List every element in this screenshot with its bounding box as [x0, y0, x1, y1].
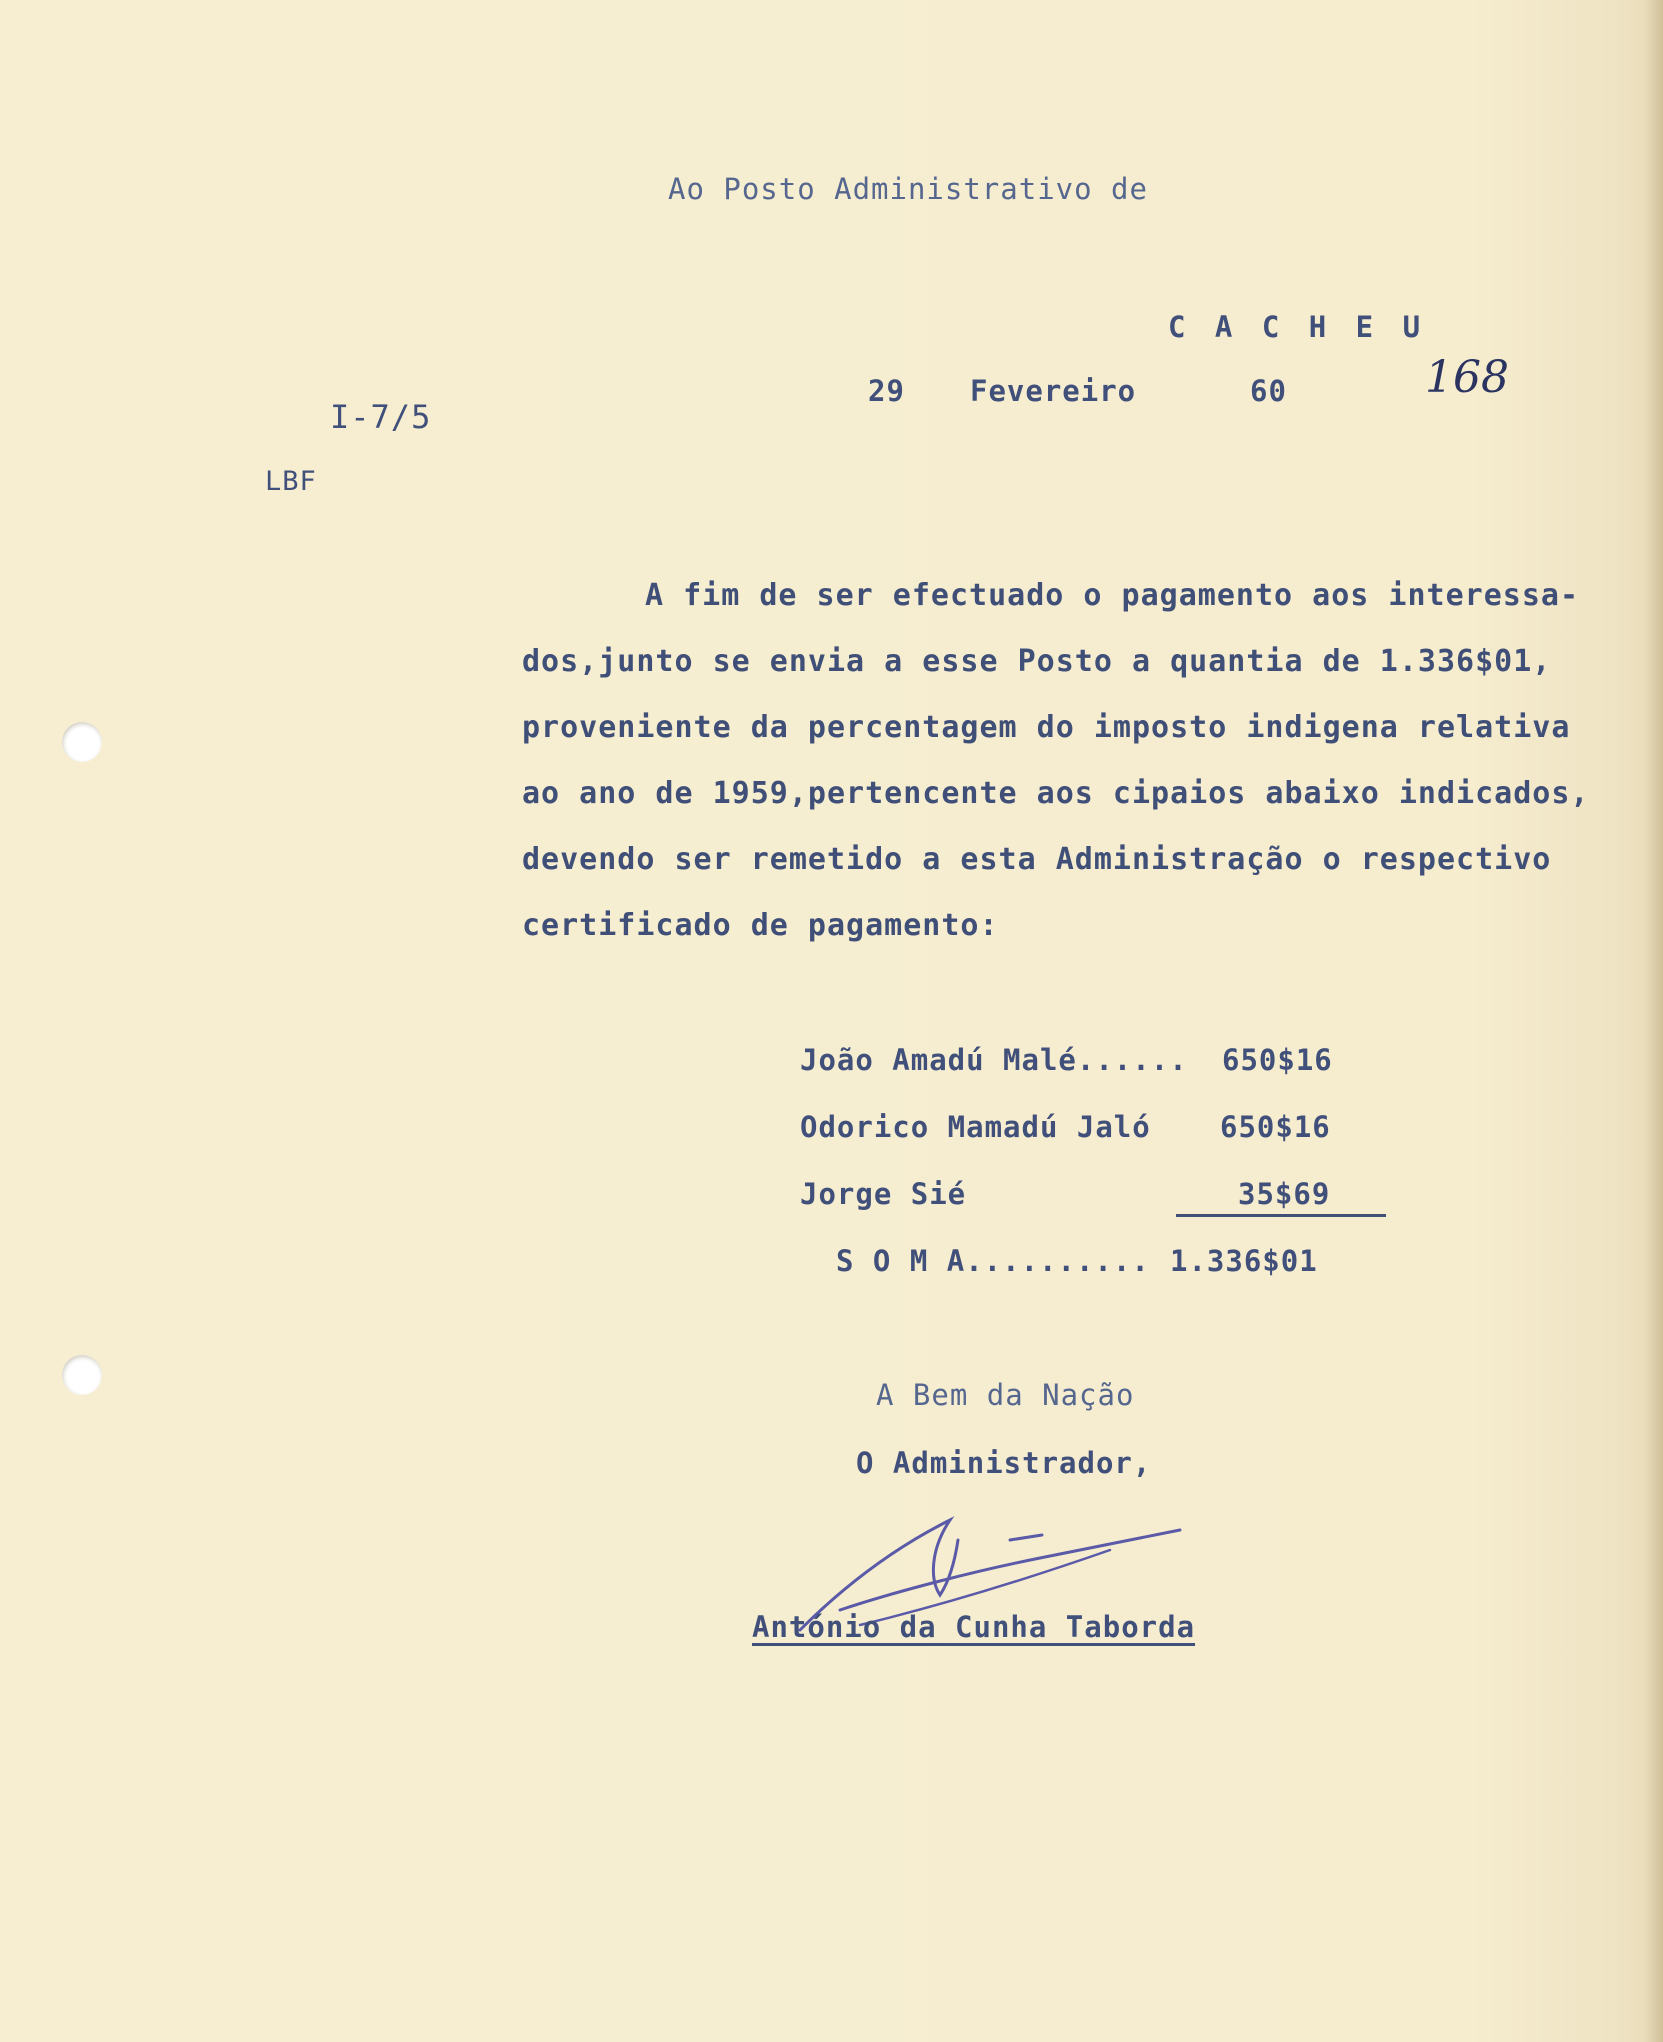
place-name: C A C H E U: [1168, 310, 1427, 344]
total-amount: 1.336$01: [1170, 1244, 1318, 1278]
date-year: 60: [1250, 374, 1287, 408]
body-line: A fim de ser efectuado o pagamento aos interessa-: [645, 578, 1580, 613]
handwritten-number: 168: [1425, 352, 1509, 403]
initials: LBF: [265, 466, 317, 497]
signatory-name: António da Cunha Taborda: [752, 1610, 1196, 1644]
reference-code: I-7/5: [330, 398, 432, 436]
body-line: certificado de pagamento:: [522, 908, 999, 943]
payee-amount: 35$69: [1238, 1177, 1331, 1211]
paper-edge: [1645, 0, 1663, 2042]
body-line: ao ano de 1959,pertencente aos cipaios abaixo indicados,: [522, 776, 1590, 811]
payee-amount: 650$16: [1222, 1043, 1333, 1077]
payee-name: Jorge Sié: [800, 1177, 967, 1211]
payee-amount: 650$16: [1220, 1110, 1331, 1144]
body-line: dos,junto se envia a esse Posto a quantia de 1.336$01,: [522, 644, 1552, 679]
signatory-title: O Administrador,: [856, 1446, 1152, 1480]
body-line: proveniente da percentagem do imposto indigena relativa: [522, 710, 1571, 745]
body-line: devendo ser remetido a esta Administração o respectivo: [522, 842, 1552, 877]
total-label: S O M A..........: [836, 1244, 1150, 1278]
payee-name: Odorico Mamadú Jaló: [800, 1110, 1151, 1144]
punch-hole: [62, 722, 102, 762]
date-day: 29: [868, 374, 905, 408]
punch-hole: [62, 1355, 102, 1395]
sum-underline: [1176, 1214, 1386, 1217]
recipient-line: Ao Posto Administrativo de: [668, 172, 1148, 206]
salutation: A Bem da Nação: [876, 1378, 1135, 1412]
date-month: Fevereiro: [970, 374, 1137, 408]
payee-name: João Amadú Malé......: [800, 1043, 1188, 1077]
